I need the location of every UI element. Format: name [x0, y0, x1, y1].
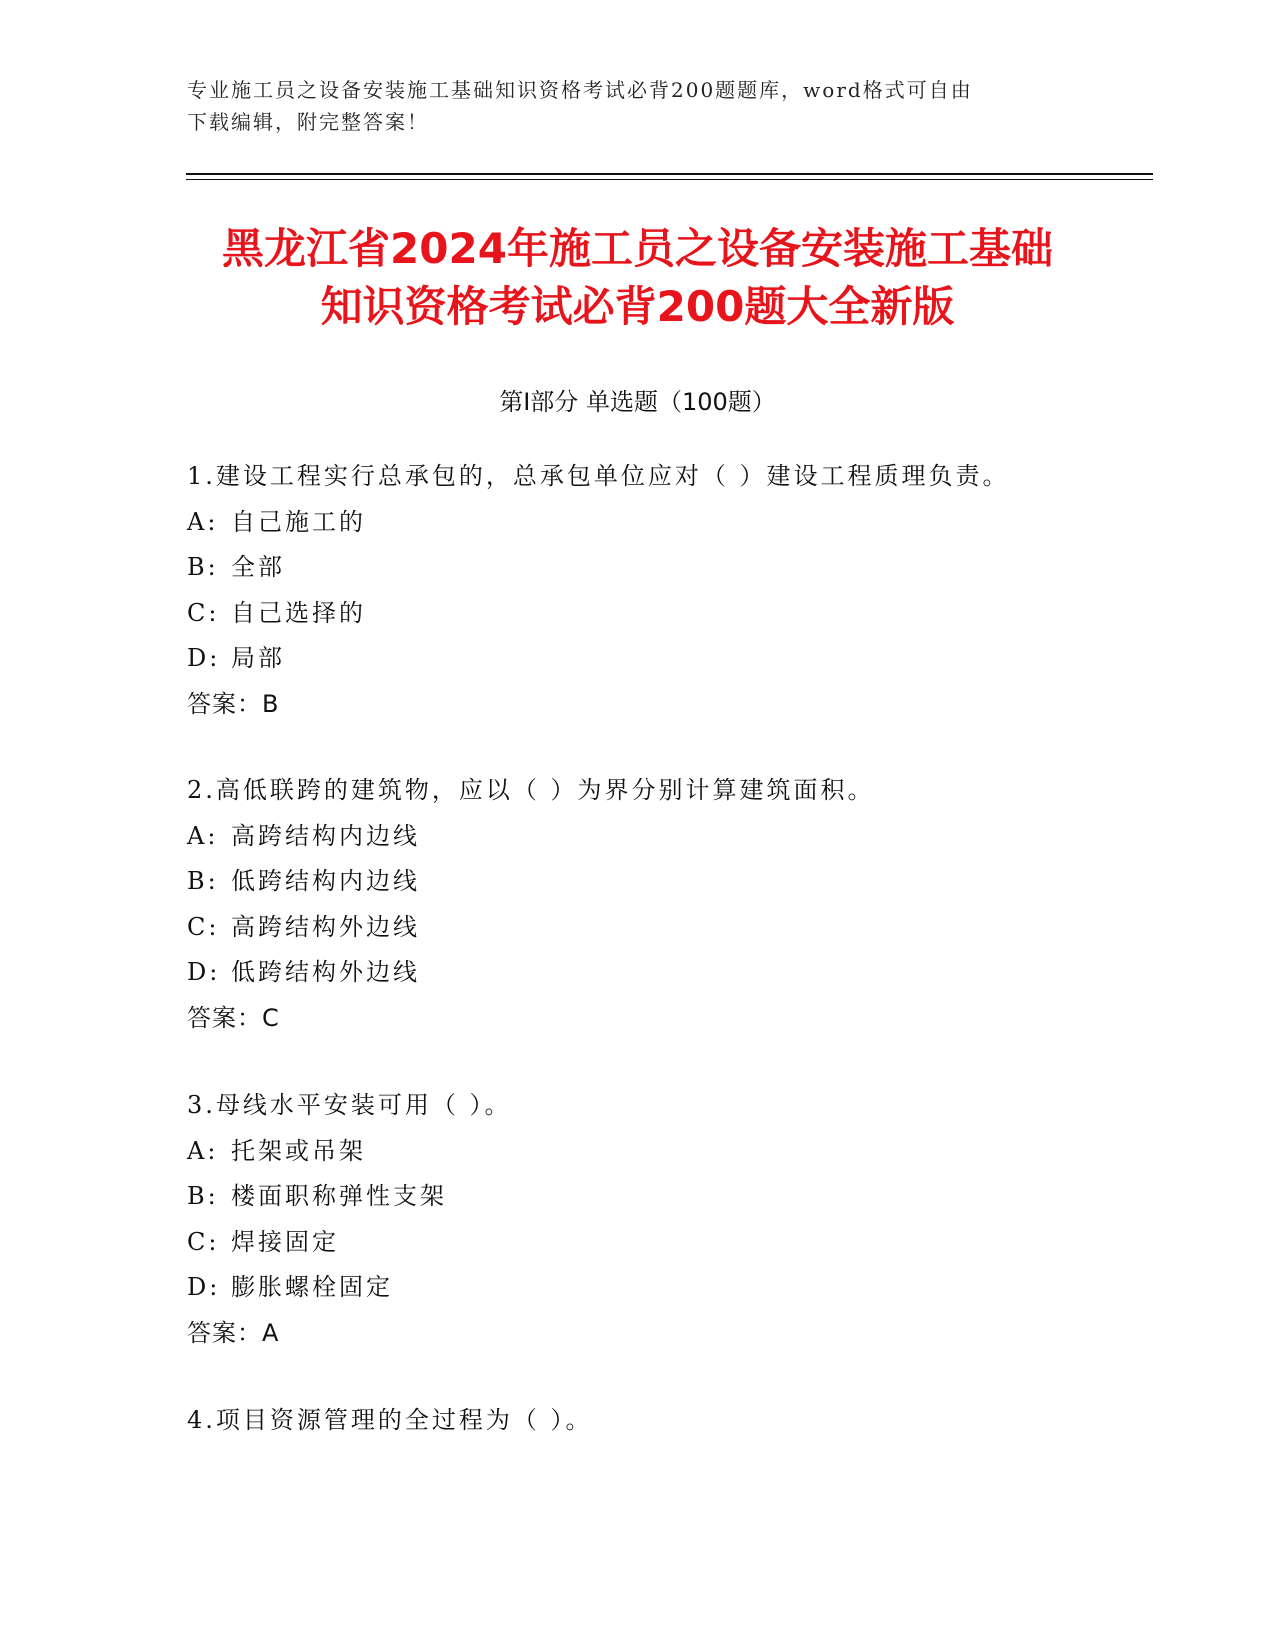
- section-title: 第Ⅰ部分 单选题（100题）: [499, 388, 776, 416]
- option-d: [187, 1265, 1187, 1311]
- option-c: [187, 905, 1187, 951]
- question-4: [187, 1398, 1187, 1444]
- option-a: [187, 1129, 1187, 1175]
- option-letter: B:: [187, 553, 219, 581]
- question-stem: 1.建设工程实行总承包的，总承包单位应对（ ）建设工程质理负责。: [187, 462, 1010, 490]
- header-divider-thin: [186, 179, 1153, 180]
- option-letter: B:: [187, 867, 219, 895]
- document-title: [150, 220, 1125, 336]
- option-letter: B:: [187, 1182, 219, 1210]
- option-letter: D:: [187, 1273, 221, 1301]
- option-text: 楼面职称弹性支架: [231, 1182, 447, 1210]
- header-divider-thick: [186, 173, 1153, 175]
- option-a: [187, 500, 1187, 546]
- header-note-line2: 下载编辑，附完整答案！: [187, 110, 429, 134]
- option-text: 膨胀螺栓固定: [231, 1273, 393, 1301]
- option-letter: A:: [187, 821, 219, 850]
- document-title-line2: 知识资格考试必背200题大全新版: [320, 282, 955, 331]
- option-text: 自己施工的: [231, 507, 366, 536]
- document-title-line1: 黑龙江省2024年施工员之设备安装施工基础: [222, 224, 1053, 273]
- option-b: [187, 545, 1187, 591]
- option-text: 低跨结构内边线: [231, 867, 420, 895]
- option-letter: C:: [187, 598, 220, 627]
- question-3: [187, 1083, 1187, 1356]
- option-text: 焊接固定: [231, 1227, 339, 1256]
- option-text: 全部: [231, 553, 285, 581]
- question-2: [187, 768, 1187, 1041]
- option-d: [187, 950, 1187, 996]
- option-a: [187, 814, 1187, 860]
- option-c: [187, 1220, 1187, 1266]
- option-letter: C:: [187, 1227, 220, 1256]
- question-stem: 4.项目资源管理的全过程为（ ）。: [187, 1406, 593, 1434]
- option-text: 自己选择的: [231, 598, 366, 627]
- option-text: 局部: [231, 644, 285, 672]
- question-stem: 3.母线水平安装可用（ ）。: [187, 1091, 512, 1119]
- header-note: [187, 74, 1067, 138]
- question-stem: 2.高低联跨的建筑物，应以（ ）为界分别计算建筑面积。: [187, 776, 875, 804]
- option-letter: A:: [187, 507, 219, 536]
- option-letter: A:: [187, 1136, 219, 1165]
- option-b: [187, 1174, 1187, 1220]
- option-c: [187, 591, 1187, 637]
- answer: 答案：B: [187, 689, 280, 718]
- option-text: 高跨结构外边线: [231, 912, 420, 941]
- option-text: 低跨结构外边线: [231, 958, 420, 986]
- answer: 答案：C: [187, 1003, 280, 1032]
- header-note-line1: 专业施工员之设备安装施工基础知识资格考试必背200题题库，word格式可自由: [187, 78, 973, 102]
- option-text: 托架或吊架: [231, 1136, 366, 1165]
- answer: 答案：A: [187, 1318, 280, 1347]
- option-d: [187, 636, 1187, 682]
- option-letter: D:: [187, 958, 221, 986]
- question-1: [187, 454, 1187, 727]
- option-letter: D:: [187, 644, 221, 672]
- option-letter: C:: [187, 912, 220, 941]
- option-text: 高跨结构内边线: [231, 821, 420, 850]
- option-b: [187, 859, 1187, 905]
